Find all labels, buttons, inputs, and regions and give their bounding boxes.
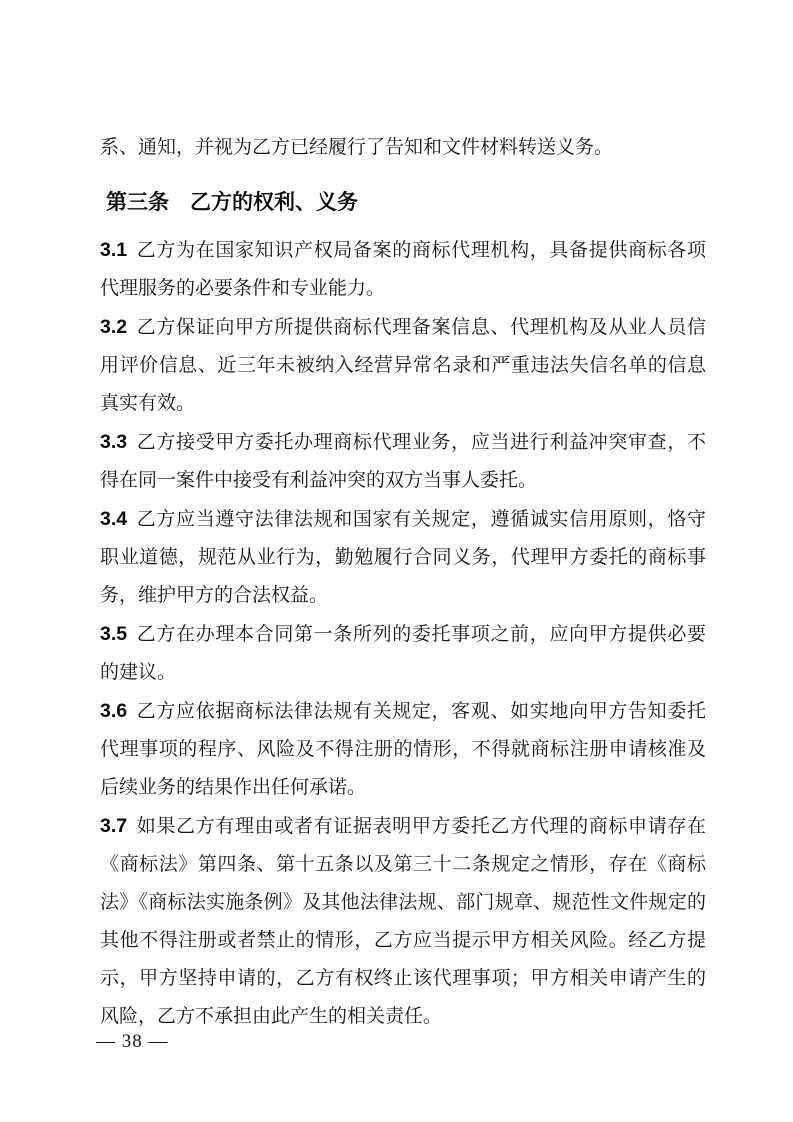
- document-content: [100, 129, 706, 1036]
- clause-text: 乙方应依据商标法律法规有关规定，客观、如实地向甲方告知委托代理事项的程序、风险及不得注册的情形，不得就商标注册申请核准及后续业务的结果作出任何承诺。: [100, 701, 706, 798]
- continuation-paragraph: 系、通知，并视为乙方已经履行了告知和文件材料转送义务。: [100, 137, 614, 158]
- clause-number: 3.7: [100, 815, 128, 837]
- clause-text: 乙方接受甲方委托办理商标代理业务，应当进行利益冲突审查，不得在同一案件中接受有利益冲突的双方当事人委托。: [100, 432, 706, 491]
- clause-3-2: [100, 308, 706, 423]
- clause-text: 如果乙方有理由或者有证据表明甲方委托乙方代理的商标申请存在《商标法》第四条、第十五条以及第三十二条规定之情形，存在《商标法》《商标法实施条例》及其他法律法规、部门规章、规范性文件规定的其他不得注册或者禁止的情形，乙方应当提示甲方相关风险。经乙方提示，甲方坚持申请的，乙方有权终止该代理事项；甲方相关申请产生的风险，乙方不承担由此产生的相关责任。: [100, 816, 706, 1027]
- clause-number: 3.1: [100, 239, 128, 261]
- clause-3-1: [100, 231, 706, 308]
- page-number: — 38 —: [96, 1031, 169, 1052]
- clause-number: 3.2: [100, 316, 128, 338]
- clause-3-3: [100, 423, 706, 500]
- clause-text: 乙方为在国家知识产权局备案的商标代理机构，具备提供商标各项代理服务的必要条件和专业能力。: [100, 240, 706, 299]
- clause-number: 3.3: [100, 431, 128, 453]
- clause-3-5: [100, 615, 706, 692]
- clause-3-6: [100, 692, 706, 807]
- clause-number: 3.5: [100, 623, 128, 645]
- clause-text: 乙方应当遵守法律法规和国家有关规定，遵循诚实信用原则，恪守职业道德，规范从业行为，勤勉履行合同义务，代理甲方委托的商标事务，维护甲方的合法权益。: [100, 509, 706, 606]
- section-heading: 第三条 乙方的权利、义务: [106, 191, 358, 214]
- clause-number: 3.6: [100, 700, 128, 722]
- clause-3-4: [100, 500, 706, 615]
- clause-3-7: [100, 807, 706, 1036]
- clause-text: 乙方在办理本合同第一条所列的委托事项之前，应向甲方提供必要的建议。: [100, 624, 706, 683]
- clause-text: 乙方保证向甲方所提供商标代理备案信息、代理机构及从业人员信用评价信息、近三年未被纳入经营异常名录和严重违法失信名单的信息真实有效。: [100, 317, 706, 414]
- clause-number: 3.4: [100, 508, 128, 530]
